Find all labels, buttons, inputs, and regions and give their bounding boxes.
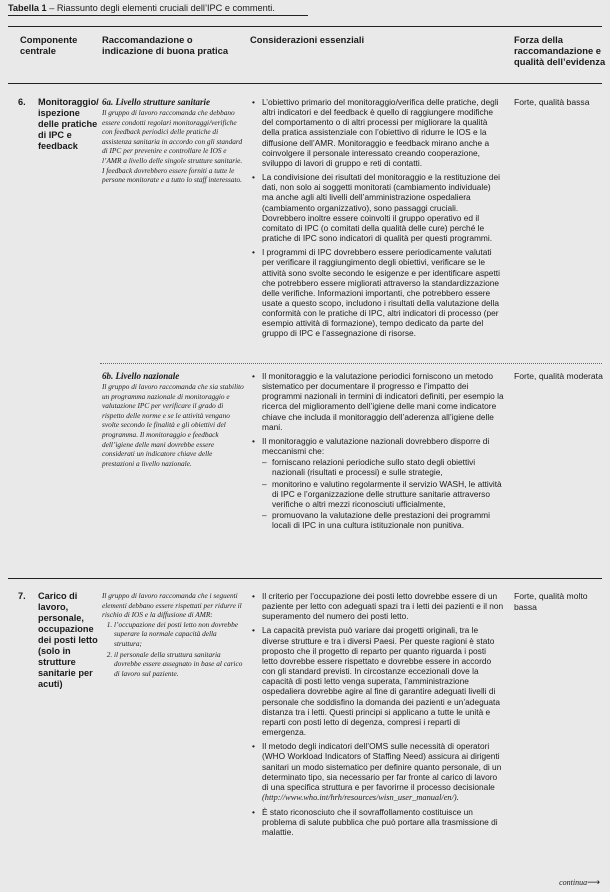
arrow-right-icon: ⟶ [587, 878, 600, 888]
row6-component-label: Monitoraggio/ ispezione delle pratiche di IPC e feedback [38, 97, 99, 151]
header-considerations: Considerazioni essenziali [250, 34, 365, 45]
table-caption [8, 2, 275, 14]
header-rule [8, 83, 602, 84]
row6b-dash-item: – promuovano la valutazione delle prestazioni dei programmi locali di IPC in una cultura istituzionale non punitiva. [262, 510, 504, 530]
row7-list-item: 2. il personale della struttura sanitaria dovrebbe essere assegnato in base al carico di lavoro sul paziente. [114, 650, 244, 679]
row6b-bullet: • Il monitoraggio e la valutazione periodici forniscono un metodo sistematico per documentare il progresso e l’impatto dei programmi nazionali in termini di indicatori definiti, per esempio la ricerca del miglioramento dell’igiene delle mani come indicatore chiave che includa il monitoraggio dell’aderenza all’igiene delle mani. [252, 371, 504, 432]
row7-recommendation [102, 591, 244, 679]
table-header [0, 34, 610, 82]
row6a-recommendation [102, 97, 244, 185]
row7-number: 7. [18, 591, 26, 601]
table-top-rule [8, 26, 602, 27]
row6a-text: Il gruppo di lavoro raccomanda che debbano essere condotti regolari monitoraggi/verifiche con feedback periodici delle pratiche di assistenza sanitaria in accordo con gli standard di IPC per prevenire e controllare le IOS e l’AMR a livello delle singole strutture sanitarie. I feedback dovrebbero essere forniti a tutte le persone monitorate e a tutto lo staff interessato. [102, 108, 243, 185]
row7-text: Il gruppo di lavoro raccomanda che i seguenti elementi debbano essere rispettati per ridurre il rischio di IOS e la diffusione di AMR: [102, 591, 242, 620]
caption-rule [8, 15, 308, 16]
row6-number: 6. [18, 97, 26, 107]
row6-component [20, 97, 98, 152]
header-strength: Forza della raccomandazione e qualità dell’evidenza [514, 34, 606, 67]
row6b-considerations [252, 371, 504, 534]
row6b-dash-item: – forniscano relazioni periodiche sullo stato degli obiettivi nazionali (risultati e processi) e sulle strategie, [262, 457, 504, 477]
row6b-bullet [252, 436, 504, 530]
header-recommendation: Raccomandazione o indicazione di buona pratica [102, 34, 229, 56]
row6b-recommendation [102, 371, 244, 468]
wisn-manual-url: (http://www.who.int/hrh/resources/wisn_user_manual/en/). [262, 792, 459, 802]
row7-bullet: • La capacità prevista può variare dai progetti originali, tra le diverse strutture e tra i diversi Paesi. Per queste ragioni è stato proposto che il progetto di reparto per quanto riguarda i posti letto dovrebbe essere rispettato e dovrebbe essere in accordo con gli standard previsti. In circostanze eccezionali dove la capacità di posti letto venga superata, l’amministrazione ospedaliera dovrebbe agire al fine di garantire adeguati livelli di personale che soddisfino la domanda dei pazienti e un’adeguata distanza tra i letti. Questi principi si applicano a tutte le unità e reparti con posti letto di degenza, compresi i reparti di emergenza. [252, 625, 504, 737]
continued-note [559, 878, 600, 888]
caption-text: – Riassunto degli elementi cruciali dell’IPC e commenti. [46, 3, 275, 13]
row6b-title: 6b. Livello nazionale [102, 371, 180, 381]
row7-bullet [252, 741, 504, 803]
row7-component-label: Carico di lavoro, personale, occupazione dei posti letto (solo in strutture sanitarie per acuti) [38, 591, 98, 689]
row6a-bullet: • L’obiettivo primario del monitoraggio/verifica delle pratiche, degli altri indicatori e del feedback è quello di raggiungere modifiche del comportamento o di altri processi per migliorare la qualità della pratica assistenziale con l’obiettivo di ridurre le IOS e la diffusione dell’AMR. Monitoraggio e feedback mirano anche a coinvolgere il personale interessato creando cooperazione, sviluppo di lavori di gruppo e reti di contatti. [252, 97, 504, 168]
row7-bullet-text: Il metodo degli indicatori dell’OMS sulle necessità di operatori (WHO Workload Indicators of Staffing Need) assicura ai dirigenti sanitari un modo sistematico per definire quanto personale, di un determinato tipo, sia necessario per far fronte al carico di lavoro di una specifica struttura e per favorirne il processo decisionale [262, 741, 502, 792]
row7-bullet: • Il criterio per l’occupazione dei posti letto dovrebbe essere di un paziente per letto con adeguati spazi tra i letti dei pazienti e il non superamento del numero dei posti letto. [252, 591, 504, 621]
row-separator [8, 578, 602, 579]
row6a-bullet: • La condivisione dei risultati del monitoraggio e la restituzione dei dati, non solo ai soggetti monitorati (cambiamento individuale) ma anche agli alti livelli dell’amministrazione ospedaliera (cambiamento organizzativo), sono passaggi cruciali. Dovrebbero inoltre essere coinvolti il gruppo operativo ed il comitato di IPC (o comitati della qualità delle cure) perché le pratiche di IPC sono indicatori di qualità per questi programmi. [252, 172, 504, 243]
caption-label: Tabella 1 [8, 3, 47, 13]
row6-sub-separator [100, 363, 602, 364]
row7-bullet: • È stato riconosciuto che il sovraffollamento costituisce un problema di salute pubblica che può portare alla trasmissione di malattie. [252, 807, 504, 837]
row6a-bullet: • I programmi di IPC dovrebbero essere periodicamente valutati per verificare il raggiungimento degli obiettivi, verificare se le attività sono svolte secondo le esigenze e per identificare aspetti che potrebbero essere migliorati attraverso la standardizzazione delle verifiche. Informazioni importanti, che potrebbero essere usate a questo scopo, includono i risultati della valutazione della conformità con le pratiche di IPC, altri indicatori di processo (per esempio attività di formazione), tempo dedicato da parte del gruppo di IPC e l’assegnazione di risorse. [252, 247, 504, 338]
header-component: Componente centrale [20, 34, 78, 56]
row6a-considerations [252, 97, 504, 343]
row7-component [20, 591, 98, 690]
row7-strength: Forte, qualità molto bassa [514, 591, 588, 612]
row6b-dash-item: – monitorino e valutino regolarmente il servizio WASH, le attività di IPC e l’organizzazione delle strutture sanitarie attraverso verifiche o altri mezzi riconosciuti ufficialmente, [262, 479, 504, 509]
row7-list-item: 1. l’occupazione dei posti letto non dovrebbe superare la normale capacità della struttura; [114, 620, 244, 649]
row7-considerations [252, 591, 504, 842]
row6a-title: 6a. Livello strutture sanitarie [102, 97, 211, 107]
row6b-bullet-text: Il monitoraggio e valutazione nazionali dovrebbero disporre di meccanismi che: [262, 435, 490, 457]
row6b-text: Il gruppo di lavoro raccomanda che sia stabilito un programma nazionale di monitoraggio e valutazione IPC per verificare il grado di rispetto delle norme e se le attività vengano svolte secondo le finalità e gli obiettivi del programma. Il monitoraggio e feedback dell’igiene delle mani dovrebbe essere considerati un indicatore chiave delle prestazioni a livello nazionale. [102, 382, 244, 468]
row6a-strength: Forte, qualità bassa [514, 97, 590, 107]
continued-label: continua [559, 878, 588, 887]
row6b-strength: Forte, qualità moderata [514, 371, 603, 381]
